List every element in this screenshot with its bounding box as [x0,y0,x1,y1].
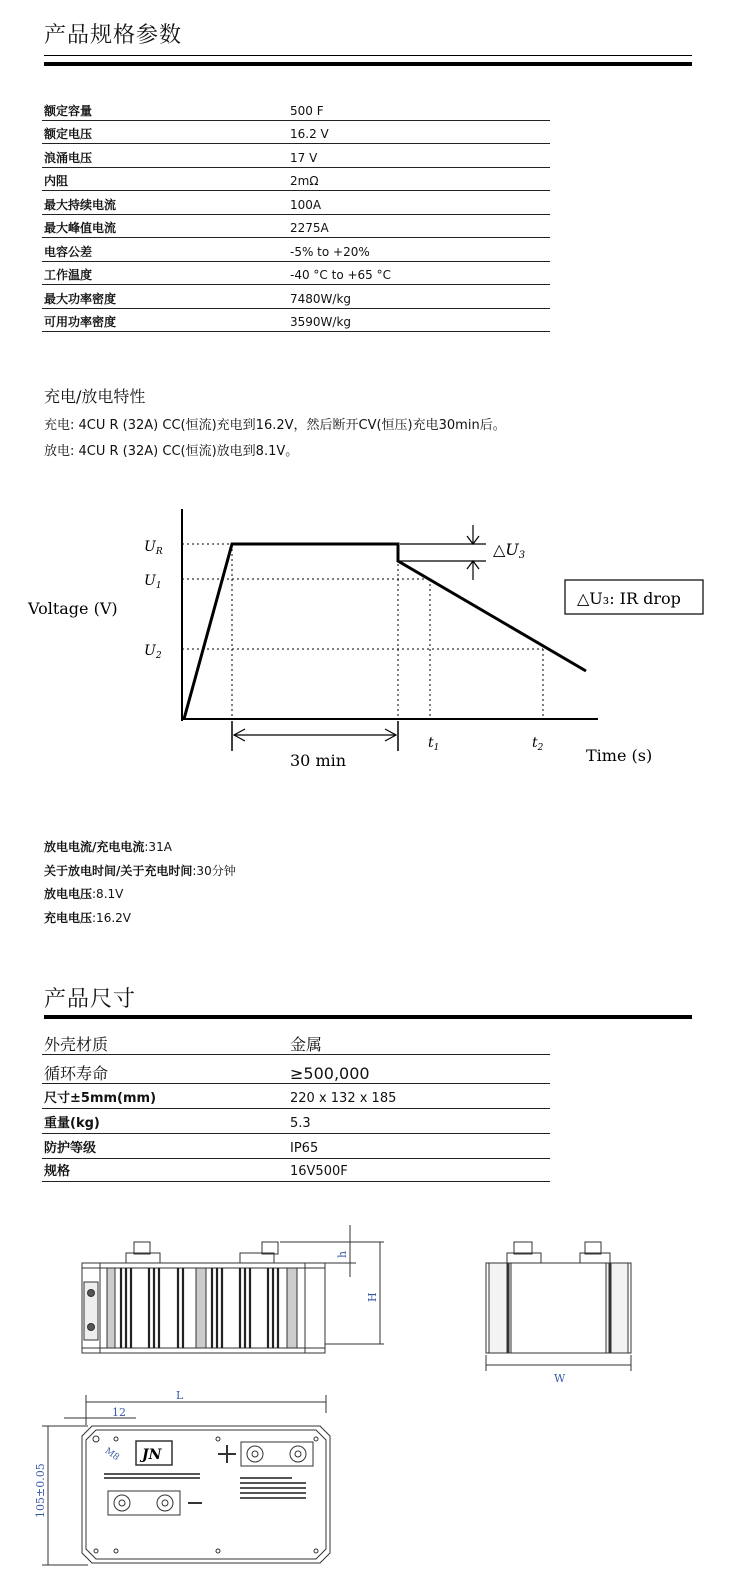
spec-label: 额定容量 [42,97,288,120]
charge-section-title: 充电/放电特性 [44,387,146,406]
dim-value: 5.3 [288,1109,550,1134]
param-value: :16.2V [92,910,131,925]
param-value: :8.1V [92,887,124,901]
spec-table [42,97,550,332]
spec-label: 额定电压 [42,120,288,144]
spec-label: 可用功率密度 [42,308,288,332]
spec-label: 电容公差 [42,238,288,262]
spec-row [42,167,550,191]
guide-lines [182,544,543,719]
param-label: 充电电压 [44,910,93,925]
spec-row [42,285,550,309]
spec-row [42,214,550,238]
title-rule-thick [44,62,692,66]
spec-row [42,144,550,168]
spec-value: -40 °C to +65 °C [288,261,550,285]
param-label: 放电电流/充电电流 [44,840,145,854]
dim-section-title: 产品尺寸 [44,987,137,1012]
spec-row [42,191,550,215]
dim-label: 循环寿命 [42,1055,288,1084]
top-view [42,1395,330,1565]
voltage-axis-label: Voltage (V) [28,599,118,618]
spec-label: 最大持续电流 [42,191,288,215]
title-rule-thin [44,55,692,56]
charge-line: 充电: 4CU R (32A) CC(恒流)充电到16.2V，然后断开CV(恒压)充电30min后。 [44,418,506,433]
dim-table [42,1030,550,1182]
spec-section-title: 产品规格参数 [44,23,183,48]
dim-label: 规格 [42,1159,288,1182]
dim-label: 防护等级 [42,1134,288,1159]
spec-row [42,120,550,144]
dim-title-rule [44,1015,692,1019]
spec-label: 浪涌电压 [42,144,288,168]
param-value: :30分钟 [192,863,236,878]
ir-drop-legend: △U₃: IR drop [577,589,681,608]
side-view [486,1242,631,1371]
spec-value: 2275A [288,214,550,238]
spec-label: 内阻 [42,167,288,191]
dim-value: 16V500F [288,1159,550,1182]
dim-row [42,1030,550,1055]
front-view [82,1225,384,1353]
spec-row [42,308,550,332]
time-axis-label: Time (s) [586,746,653,765]
param-line [44,909,131,926]
dim-row [42,1159,550,1182]
dim-row [42,1084,550,1109]
logo: JN [142,1447,162,1463]
spec-value: 17 V [288,144,550,168]
dim-m8-label: M8 [102,1446,121,1464]
spec-value: 16.2 V [288,120,550,144]
dim-row [42,1055,550,1084]
dim-label: 重量(kg) [42,1109,288,1134]
spec-value: 500 F [288,97,550,120]
param-line [44,885,123,902]
dim-12-label: 12 [112,1406,126,1419]
param-value: :31A [144,840,172,854]
dim-label: 外壳材质 [42,1030,288,1055]
spec-label: 最大峰值电流 [42,214,288,238]
param-label: 放电电压 [44,887,93,901]
dim-row [42,1109,550,1134]
t2-label: $t_2$ [532,735,544,753]
u2-label: $U_2$ [144,643,162,661]
dim-105-label: 105±0.05 [34,1463,47,1518]
param-line [44,838,172,855]
spec-label: 最大功率密度 [42,285,288,309]
spec-value: 7480W/kg [288,285,550,309]
dim-h-label: h [336,1250,349,1258]
spec-value: 2mΩ [288,167,550,191]
dim-value: ≥500,000 [288,1055,550,1084]
spec-row [42,97,550,120]
charge-discharge-diagram [0,495,750,785]
discharge-line: 放电: 4CU R (32A) CC(恒流)放电到8.1V。 [44,444,299,459]
t1-label: $t_1$ [428,735,440,753]
dim-L-label: L [176,1389,184,1402]
u1-label: $U_1$ [144,573,162,591]
spec-value: 3590W/kg [288,308,550,332]
dim-value: 220 x 132 x 185 [288,1084,550,1109]
spec-row [42,261,550,285]
dim-row [42,1134,550,1159]
dim-W-label: W [554,1372,566,1385]
spec-label: 工作温度 [42,261,288,285]
duration-label: 30 min [290,751,347,770]
param-label: 关于放电时间/关于充电时间 [44,863,193,878]
ur-label: $U_R$ [144,539,163,557]
ir-drop-arrows [467,525,479,580]
dim-H-label: H [366,1292,379,1302]
dim-label: 尺寸±5mm(mm) [42,1084,288,1109]
spec-row [42,238,550,262]
delta-u3-label: △U3 [493,540,526,561]
dim-value: IP65 [288,1134,550,1159]
voltage-curve [184,544,586,719]
dim-value: 金属 [288,1030,550,1055]
spec-value: 100A [288,191,550,215]
param-line [44,862,236,879]
technical-drawing [0,1215,750,1585]
spec-value: -5% to +20% [288,238,550,262]
